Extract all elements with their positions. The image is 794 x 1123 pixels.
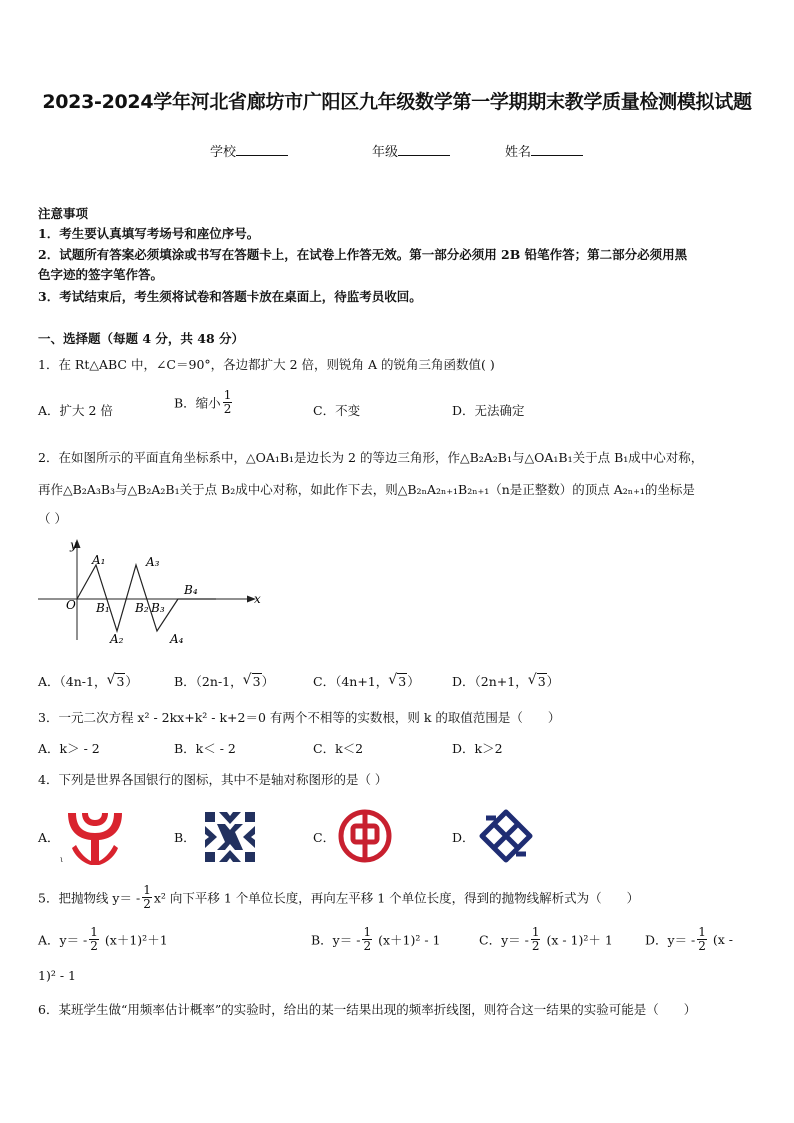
q1-option-a: A．扩大 2 倍 xyxy=(38,403,113,418)
q2-stem-line3: （ ） xyxy=(38,511,67,526)
q6-stem: 6．某班学生做“用频率估计概率”的实验时，给出的某一结果出现的频率折线图，则符合这一结果的实验可能是（ ） xyxy=(38,1002,697,1017)
fraction-numerator: 1 xyxy=(531,925,540,939)
sqrt-radicand: 3 xyxy=(116,674,125,689)
q5-option-a-suffix: (x＋1)²＋1 xyxy=(104,932,168,948)
logo-a-shape xyxy=(68,813,122,865)
close-paren: ） xyxy=(407,674,420,689)
zigzag-polyline xyxy=(77,565,216,631)
q5-fraction xyxy=(142,884,152,911)
q5-option-b-prefix: B．y＝ - xyxy=(311,932,361,948)
fraction-numerator: 1 xyxy=(90,925,98,939)
note-item: 2．试题所有答案必须填涂或书写在答题卡上，在试卷上作答无效。第一部分必须用 2B 铅笔作答；第二部分必须用黑 xyxy=(38,247,688,262)
q2-option-c xyxy=(313,672,420,690)
bank-logo-b-icon xyxy=(203,810,257,864)
q4-option-d: D． xyxy=(452,830,475,845)
q5-option-d xyxy=(645,926,733,953)
grade-label: 年级 xyxy=(372,145,399,160)
point-label-a2: A₂ xyxy=(110,632,124,646)
sqrt-symbol xyxy=(106,674,125,689)
logo-d-shape xyxy=(482,812,530,860)
x-label: x xyxy=(254,592,261,606)
q4-stem: 4．下列是世界各国银行的图标，其中不是轴对称图形的是（ ） xyxy=(38,772,388,787)
q1-option-c: C．不变 xyxy=(313,403,361,418)
q5-option-d-prefix: D．y＝ - xyxy=(645,932,696,948)
sqrt-symbol xyxy=(388,674,407,689)
point-label-a1: A₁ xyxy=(92,553,106,567)
sqrt-radicand: 3 xyxy=(537,674,546,689)
note-item: 3．考试结束后，考生须将试卷和答题卡放在桌面上，待监考员收回。 xyxy=(38,289,422,304)
q5-option-c-fraction xyxy=(531,926,541,953)
q2-option-a xyxy=(38,672,138,690)
logo-a-mark-icon: ι xyxy=(60,855,64,864)
grade-blank xyxy=(398,143,450,156)
q3-option-a: A．k＞ - 2 xyxy=(38,741,100,756)
notes-heading: 注意事项 xyxy=(38,206,89,221)
grade-field xyxy=(372,141,450,160)
close-paren: ） xyxy=(125,674,138,689)
q1-option-d: D．无法确定 xyxy=(452,403,525,418)
q1-stem: 1．在 Rt△ABC 中，∠C＝90°，各边都扩大 2 倍，则锐角 A 的锐角三角函数值( ) xyxy=(38,357,495,372)
q2-option-b-label: B．（2n-1， xyxy=(174,674,243,689)
point-label-b2: B₂ xyxy=(135,601,149,615)
coordinate-figure xyxy=(30,535,270,650)
logo-b-shape xyxy=(205,812,255,862)
sqrt-radicand: 3 xyxy=(398,674,407,689)
origin-label: O xyxy=(66,598,76,612)
fraction-denominator: 2 xyxy=(90,939,98,953)
q3-stem: 3．一元二次方程 x² - 2kx+k² - k+2＝0 有两个不相等的实数根，则 k 的取值范围是（ ） xyxy=(38,710,561,725)
q5-option-d-suffix: (x - xyxy=(712,932,734,947)
name-label: 姓名 xyxy=(505,145,532,160)
fraction-numerator: 1 xyxy=(363,925,372,939)
q4-option-c: C． xyxy=(313,830,336,845)
q5-option-d-fraction xyxy=(697,926,707,953)
close-paren: ） xyxy=(261,674,275,689)
q5-option-c xyxy=(479,926,613,953)
fraction-denominator: 2 xyxy=(531,939,540,953)
fraction-denominator: 2 xyxy=(143,897,151,911)
fraction-numerator: 1 xyxy=(223,388,232,402)
q5-stem xyxy=(38,884,639,911)
q1-option-b xyxy=(174,389,234,416)
point-label-b4: B₄ xyxy=(184,583,198,597)
q5-option-c-suffix: (x - 1)²＋ 1 xyxy=(546,932,613,948)
bank-logo-a-icon xyxy=(64,809,126,867)
q3-option-d: D．k＞2 xyxy=(452,741,503,756)
school-label: 学校 xyxy=(210,145,237,160)
q5-option-a xyxy=(38,926,168,953)
q1-fraction xyxy=(223,389,233,416)
q2-stem-line1: 2．在如图所示的平面直角坐标系中，△OA₁B₁是边长为 2 的等边三角形，作△B₂A₂B₁与△OA₁B₁关于点 B₁成中心对称， xyxy=(38,450,704,465)
point-label-a4: A₄ xyxy=(170,632,184,646)
q2-option-c-label: C．（4n+1， xyxy=(313,674,389,689)
q2-option-d xyxy=(452,672,559,690)
q5-option-b xyxy=(311,926,440,953)
q5-option-d-continued: 1)² - 1 xyxy=(38,968,76,983)
q3-option-c: C．k＜2 xyxy=(313,741,364,756)
bank-logo-c-icon xyxy=(338,809,392,863)
q4-option-a: A． xyxy=(38,830,60,845)
q5-stem-suffix: x² 向下平移 1 个单位长度，再向左平移 1 个单位长度，得到的抛物线解析式为（ ） xyxy=(153,890,640,906)
close-paren: ） xyxy=(546,674,560,689)
bank-logo-d-icon xyxy=(476,808,536,864)
point-label-a3: A₃ xyxy=(146,555,160,569)
q2-option-b xyxy=(174,672,274,690)
q1-option-b-label: B．缩小 xyxy=(174,395,221,411)
logo-c-shape xyxy=(341,812,389,860)
fraction-denominator: 2 xyxy=(363,939,372,953)
q4-option-b: B． xyxy=(174,830,196,845)
q2-option-a-label: A．（4n-1， xyxy=(38,674,107,689)
school-blank xyxy=(236,143,288,156)
q3-option-b: B．k＜ - 2 xyxy=(174,741,236,756)
section-heading: 一、选择题（每题 4 分，共 48 分） xyxy=(38,331,245,346)
sqrt-radicand: 3 xyxy=(252,674,261,689)
name-blank xyxy=(531,143,583,156)
fraction-numerator: 1 xyxy=(143,883,151,897)
q5-option-a-fraction xyxy=(89,926,99,953)
school-field xyxy=(210,141,288,160)
sqrt-symbol xyxy=(528,674,547,689)
q2-option-d-label: D．（2n+1， xyxy=(452,674,528,689)
note-item: 色字迹的签字笔作答。 xyxy=(38,267,164,282)
page-title: 2023-2024学年河北省廊坊市广阳区九年级数学第一学期期末教学质量检测模拟试题 xyxy=(42,91,752,113)
note-item: 1．考生要认真填写考场号和座位序号。 xyxy=(38,226,260,241)
q5-option-a-prefix: A．y＝ - xyxy=(38,932,88,948)
point-label-b3: B₃ xyxy=(151,601,165,615)
y-label: y xyxy=(70,538,77,552)
q5-option-b-suffix: (x＋1)² - 1 xyxy=(378,932,441,948)
q2-stem-line2: 再作△B₂A₃B₃与△B₂A₂B₁关于点 B₂成中心对称，如此作下去，则△B₂ₙA₂ₙ₊₁B₂ₙ₊₁（n是正整数）的顶点 A₂ₙ₊₁的坐标是 xyxy=(38,482,695,497)
q5-stem-prefix: 5．把抛物线 y＝ - xyxy=(38,890,141,906)
sqrt-symbol xyxy=(243,674,262,689)
fraction-denominator: 2 xyxy=(698,939,706,953)
name-field xyxy=(505,141,583,160)
q5-option-c-prefix: C．y＝ - xyxy=(479,932,529,948)
fraction-denominator: 2 xyxy=(223,402,232,416)
q5-option-b-fraction xyxy=(362,926,372,953)
point-label-b1: B₁ xyxy=(96,601,110,615)
fraction-numerator: 1 xyxy=(698,925,706,939)
